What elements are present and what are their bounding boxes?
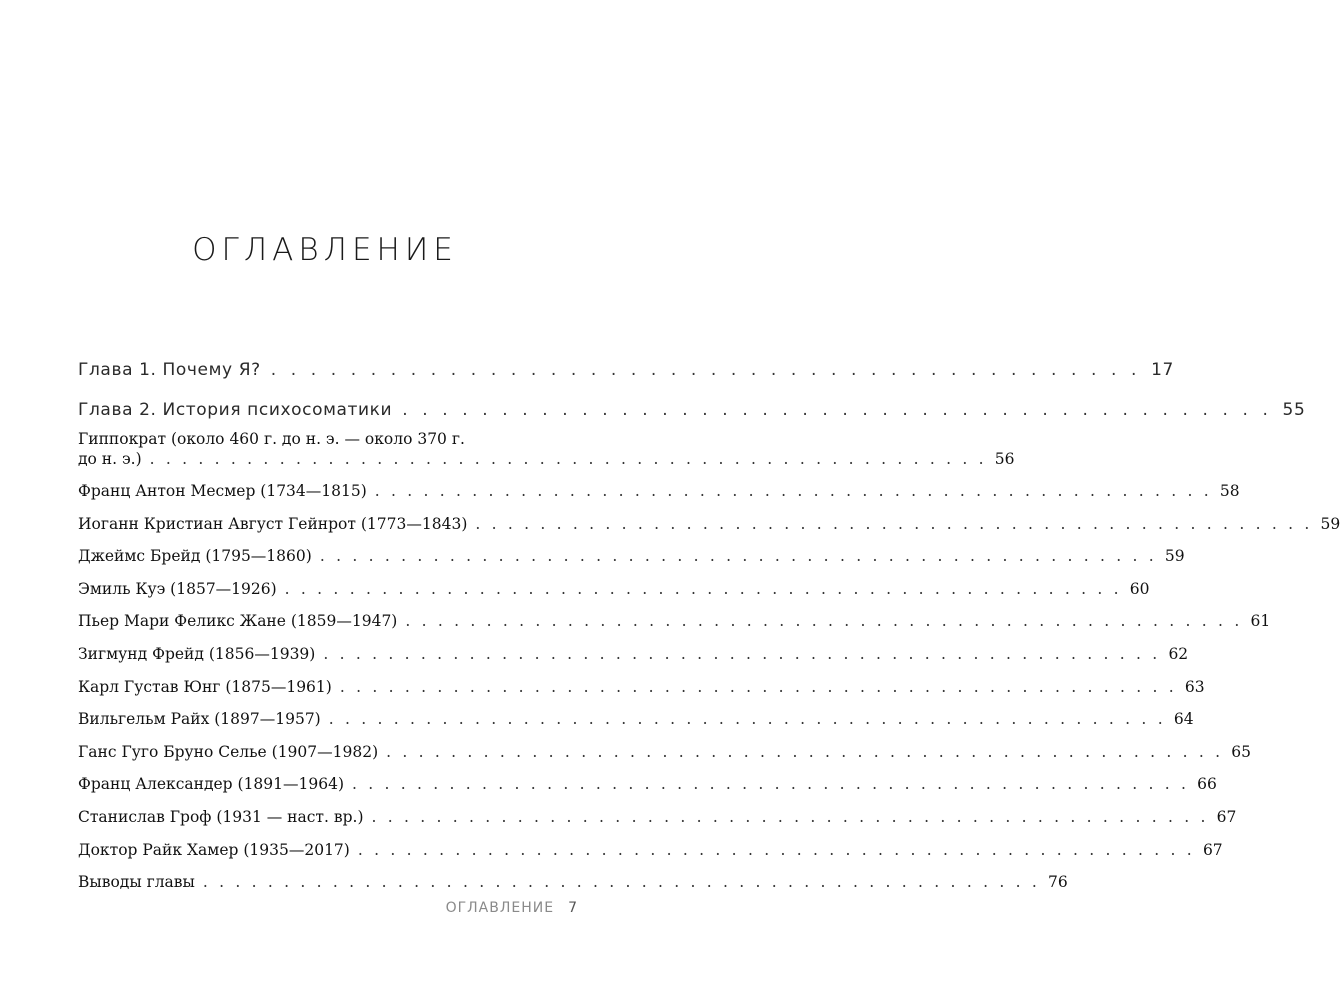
toc-section-entry[interactable] <box>78 612 1271 645</box>
section-label: Иоганн Кристиан Август Гейнрот (1773—1843) <box>78 514 468 533</box>
section-page-number: 66 <box>1197 775 1217 794</box>
section-label: Пьер Мари Феликс Жане (1859—1947) <box>78 612 398 631</box>
section-page-number: 56 <box>994 450 1015 468</box>
running-footer <box>446 900 578 916</box>
section-label: Станислав Гроф (1931 — наст. вр.) <box>78 807 364 826</box>
section-page-number: 59 <box>1164 547 1185 566</box>
dot-leader: . . . . . . . . . . . . . . . . . . . . . . . . . . . . . . . . . . . . . . . . . . . . . . . . . . . . <box>149 450 987 468</box>
dot-leader: . . . . . . . . . . . . . . . . . . . . . . . . . . . . . . . . . . . . . . . . . . . . . . . . . . . . <box>323 644 1161 663</box>
dot-leader: . . . . . . . . . . . . . . . . . . . . . . . . . . . . . . . . . . . . . . . . . . . . <box>270 360 1142 380</box>
section-page-number: 60 <box>1129 579 1150 598</box>
section-label: Доктор Райк Хамер (1935—2017) <box>78 840 350 859</box>
chapter-list <box>78 360 1306 440</box>
toc-section-entry[interactable] <box>78 579 1150 613</box>
dot-leader: . . . . . . . . . . . . . . . . . . . . . . . . . . . . . . . . . . . . . . . . . . . . . . . . . . . . <box>284 579 1122 598</box>
toc-section-entry[interactable] <box>78 514 1340 548</box>
dot-leader: . . . . . . . . . . . . . . . . . . . . . . . . . . . . . . . . . . . . . . . . . . . . . . . . . . . . <box>319 547 1157 566</box>
section-list <box>78 430 1340 906</box>
toc-section-entry[interactable] <box>78 807 1237 841</box>
dot-leader: . . . . . . . . . . . . . . . . . . . . . . . . . . . . . . . . . . . . . . . . . . . . . . . . . . . . <box>328 710 1166 729</box>
section-label: Ганс Гуго Бруно Селье (1907—1982) <box>78 742 379 761</box>
section-page-number: 67 <box>1202 840 1223 859</box>
toc-chapter-entry[interactable] <box>78 360 1174 400</box>
section-label: Карл Густав Юнг (1875—1961) <box>78 677 332 696</box>
dot-leader: . . . . . . . . . . . . . . . . . . . . . . . . . . . . . . . . . . . . . . . . . . . . . . . . . . . . <box>374 482 1212 500</box>
section-page-number: 58 <box>1219 482 1240 500</box>
section-label: Франц Александер (1891—1964) <box>78 775 345 794</box>
section-label: Эмиль Куэ (1857—1926) <box>78 579 277 598</box>
dot-leader: . . . . . . . . . . . . . . . . . . . . . . . . . . . . . . . . . . . . . . . . . . . . . . . . . . . . <box>475 514 1313 533</box>
section-label: Вильгельм Райх (1897—1957) <box>78 710 321 729</box>
chapter-label: Глава 1. Почему Я? <box>78 360 261 380</box>
dot-leader: . . . . . . . . . . . . . . . . . . . . . . . . . . . . . . . . . . . . . . . . . . . . . . . . . . . . <box>371 807 1209 826</box>
dot-leader: . . . . . . . . . . . . . . . . . . . . . . . . . . . . . . . . . . . . . . . . . . . . . . . . . . . . <box>405 612 1243 631</box>
dot-leader: . . . . . . . . . . . . . . . . . . . . . . . . . . . . . . . . . . . . . . . . . . . . . . . . . . . . <box>352 775 1190 794</box>
toc-section-entry[interactable] <box>78 710 1194 743</box>
footer-label: ОГЛАВЛЕНИЕ <box>445 900 555 916</box>
section-page-number: 76 <box>1047 873 1068 892</box>
section-label-line1: Гиппократ (около 460 г. до н. э. — около 370 г. <box>78 430 465 448</box>
dot-leader: . . . . . . . . . . . . . . . . . . . . . . . . . . . . . . . . . . . . . . . . . . . . . . . . . . . . <box>202 873 1040 892</box>
dot-leader: . . . . . . . . . . . . . . . . . . . . . . . . . . . . . . . . . . . . . . . . . . . . . . . . . . . . <box>386 742 1224 761</box>
toc-section-entry[interactable] <box>78 677 1205 711</box>
section-page-number: 63 <box>1184 677 1205 696</box>
section-label: до н. э.) <box>78 450 142 468</box>
section-label-line2-row <box>78 450 1015 468</box>
page-title: ОГЛАВЛЕНИЕ <box>192 232 458 268</box>
section-page-number: 67 <box>1216 807 1237 826</box>
toc-section-entry[interactable] <box>78 775 1217 808</box>
toc-section-entry[interactable] <box>78 430 1015 482</box>
section-label: Выводы главы <box>78 873 195 892</box>
section-page-number: 59 <box>1320 514 1340 533</box>
section-label: Джеймс Брейд (1795—1860) <box>78 547 312 566</box>
section-page-number: 64 <box>1173 710 1194 729</box>
dot-leader: . . . . . . . . . . . . . . . . . . . . . . . . . . . . . . . . . . . . . . . . . . . . . . . . . . . . <box>357 840 1195 859</box>
toc-section-entry[interactable] <box>78 644 1189 678</box>
dot-leader: . . . . . . . . . . . . . . . . . . . . . . . . . . . . . . . . . . . . . . . . . . . . . . . . . . . . <box>339 677 1177 696</box>
toc-section-entry[interactable] <box>78 742 1251 776</box>
section-label: Франц Антон Месмер (1734—1815) <box>78 482 367 500</box>
toc-section-entry[interactable] <box>78 482 1240 515</box>
section-page-number: 62 <box>1168 644 1189 663</box>
chapter-page-number: 17 <box>1151 360 1174 380</box>
section-page-number: 61 <box>1250 612 1271 631</box>
section-page-number: 65 <box>1231 742 1251 761</box>
chapter-label: Глава 2. История психосоматики <box>78 400 393 420</box>
toc-section-entry[interactable] <box>78 840 1223 874</box>
section-label: Зигмунд Фрейд (1856—1939) <box>78 644 316 663</box>
toc-section-entry[interactable] <box>78 547 1185 580</box>
dot-leader: . . . . . . . . . . . . . . . . . . . . . . . . . . . . . . . . . . . . . . . . . . . . <box>402 400 1273 420</box>
page-number: 7 <box>568 900 578 916</box>
chapter-page-number: 55 <box>1282 400 1306 420</box>
